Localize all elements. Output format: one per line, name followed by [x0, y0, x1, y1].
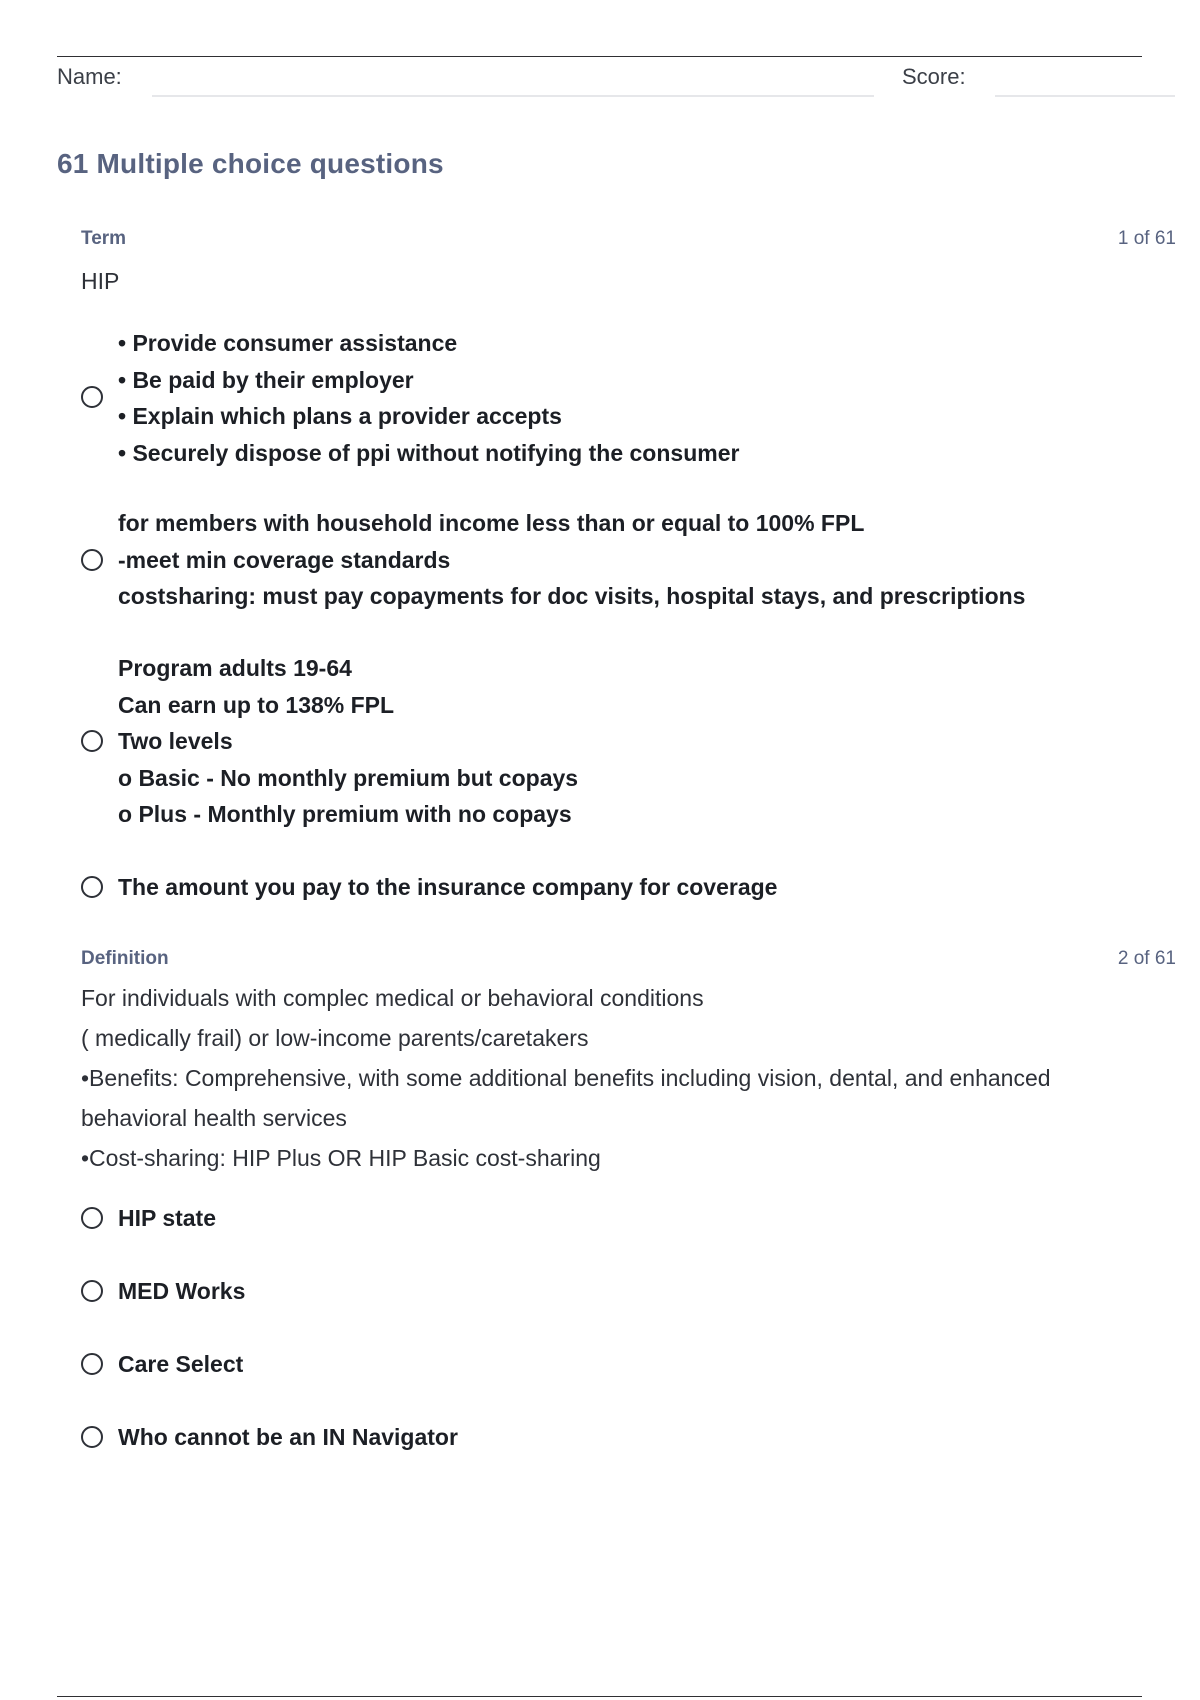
prompt-line: behavioral health services — [81, 1105, 347, 1131]
score-input-line[interactable] — [995, 95, 1175, 97]
prompt-line: •Benefits: Comprehensive, with some additional benefits including vision, dental, and enhanced — [81, 1065, 1051, 1091]
section-title: 61 Multiple choice questions — [57, 148, 444, 179]
score-label: Score: — [902, 64, 966, 89]
radio-button[interactable] — [81, 1353, 103, 1375]
radio-button[interactable] — [81, 1426, 103, 1448]
option-text — [118, 1273, 1118, 1310]
question-1-counter: 1 of 61 — [1117, 228, 1176, 249]
option-line: Who cannot be an IN Navigator — [118, 1424, 458, 1450]
option-line: HIP state — [118, 1205, 217, 1231]
option-line: costsharing: must pay copayments for doc visits, hospital stays, and prescriptions — [118, 583, 1026, 609]
option-text — [118, 1419, 1118, 1456]
option-text — [118, 869, 1118, 906]
option-line: -meet min coverage standards — [118, 546, 451, 573]
option-text — [118, 1200, 1118, 1237]
option-text — [118, 650, 1118, 833]
option-line: The amount you pay to the insurance company for coverage — [118, 874, 778, 900]
question-2-type-label: Definition — [81, 948, 169, 969]
bottom-divider — [57, 1696, 1142, 1697]
radio-button[interactable] — [81, 876, 103, 898]
option-line: Can earn up to 138% FPL — [118, 691, 395, 718]
option-line: Care Select — [118, 1351, 244, 1377]
option-text — [118, 505, 1118, 615]
radio-button[interactable] — [81, 1280, 103, 1302]
option-line: • Explain which plans a provider accepts — [118, 403, 562, 429]
question-2-prompt — [81, 978, 1051, 1178]
question-1-prompt — [81, 261, 119, 301]
option-line: • Provide consumer assistance — [118, 330, 458, 356]
radio-button[interactable] — [81, 386, 103, 408]
radio-button[interactable] — [81, 730, 103, 752]
option-line: for members with household income less than or equal to 100% FPL — [118, 510, 865, 536]
option-line: • Securely dispose of ppi without notifying the consumer — [118, 439, 740, 466]
option-text — [118, 1346, 1118, 1383]
prompt-line: For individuals with complec medical or behavioral conditions — [81, 985, 704, 1011]
option-line: Two levels — [118, 728, 233, 754]
option-line: Program adults 19-64 — [118, 655, 352, 681]
name-label: Name: — [57, 64, 122, 89]
question-1-type-label: Term — [81, 228, 127, 249]
top-divider — [57, 56, 1142, 57]
prompt-line: •Cost-sharing: HIP Plus OR HIP Basic cost-sharing — [81, 1145, 601, 1171]
prompt-line: ( medically frail) or low-income parents/caretakers — [81, 1025, 589, 1051]
question-2-counter: 2 of 61 — [1117, 948, 1176, 969]
option-line: o Basic - No monthly premium but copays — [118, 764, 579, 791]
name-score-header — [57, 60, 1177, 100]
option-text — [118, 325, 1118, 471]
radio-button[interactable] — [81, 1207, 103, 1229]
prompt-line: HIP — [81, 268, 120, 294]
option-line: MED Works — [118, 1278, 246, 1304]
option-line: • Be paid by their employer — [118, 366, 414, 393]
radio-button[interactable] — [81, 549, 103, 571]
option-line: o Plus - Monthly premium with no copays — [118, 801, 572, 827]
name-input-line[interactable] — [152, 95, 874, 97]
